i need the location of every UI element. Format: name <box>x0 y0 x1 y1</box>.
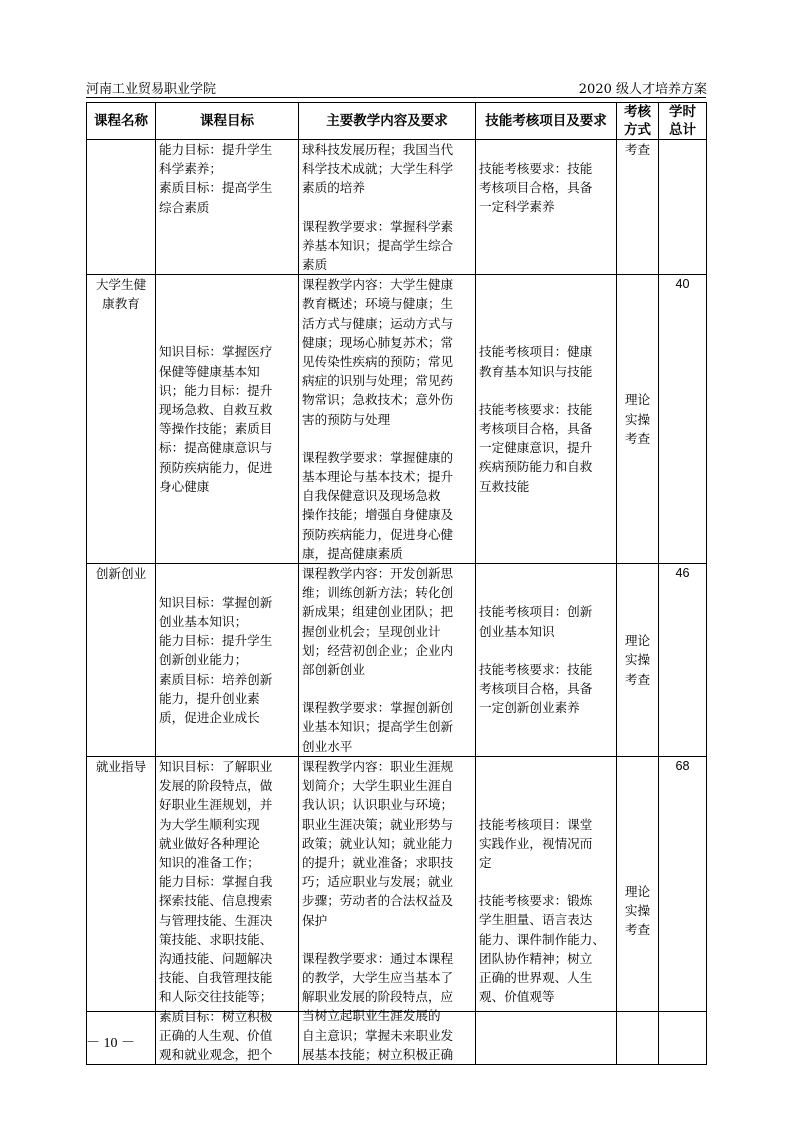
table-row <box>87 140 707 275</box>
hours-cell <box>659 140 707 275</box>
table-header-row <box>87 103 707 140</box>
header-skill: 技能考核项目及要求 <box>476 103 617 140</box>
hours-cell: 68 <box>659 756 707 1064</box>
table-row <box>87 275 707 564</box>
exam-cell: 理论 实操 考查 <box>617 756 659 1064</box>
skill-cell: 技能考核项目：健康 教育基本知识与技能 技能考核要求：技能 考核项目合格，具备 一定健康意识，提升 疾病预防能力和自救 互救技能 <box>476 275 617 564</box>
course-content-cell: 课程教学内容：职业生涯规 划简介；大学生职业生涯自 我认识；认识职业与环境； 职业生涯决策；就业形势与 政策；就业认知；就业能力 的提升；就业准备；求职技 巧；适应职业与发展；就业 步骤；劳动者的合法权益及 保护 课程教学要求：通过本课程 的教学，大学生应当基本了 解职业发展的阶段特点，应 当树立起职业生涯发展的 自主意识；掌握未来职业发 展基本技能；树立积极正确 <box>299 756 476 1064</box>
page-number: － 10 － <box>86 1036 135 1051</box>
course-name-cell <box>87 140 156 275</box>
exam-cell: 理论 实操 考查 <box>617 275 659 564</box>
hours-cell: 40 <box>659 275 707 564</box>
exam-cell: 考查 <box>617 140 659 275</box>
footer-rule <box>86 1011 706 1012</box>
skill-cell: 技能考核项目：创新 创业基本知识 技能考核要求：技能 考核项目合格，具备 一定创新创业素养 <box>476 564 617 757</box>
header-document-title: 2020 级人才培养方案 <box>578 82 707 97</box>
header-course-goal: 课程目标 <box>156 103 299 140</box>
header-course-name: 课程名称 <box>87 103 156 140</box>
table-row <box>87 756 707 1064</box>
course-content-cell: 课程教学内容：开发创新思 维；训练创新方法；转化创 新成果；组建创业团队；把 握创业机会；呈现创业计 划；经营初创企业；企业内 部创新创业 课程教学要求：掌握创新创 业基本知识；提高学生创新 创业水平 <box>299 564 476 757</box>
curriculum-table <box>86 102 707 1065</box>
header-rule <box>86 97 706 98</box>
header-exam: 考核 方式 <box>617 103 659 140</box>
course-goal-cell: 知识目标：掌握创新 创业基本知识； 能力目标：提升学生 创新创业能力； 素质目标：培养创新 能力，提升创业素 质，促进企业成长 <box>156 564 299 757</box>
course-goal-cell: 知识目标：了解职业 发展的阶段特点，做 好职业生涯规划，并 为大学生顺利实现 就业做好各种理论 知识的准备工作； 能力目标：掌握自我 探索技能、信息搜索 与管理技能、生涯决 策技能、求职技能、 沟通技能、问题解决 技能、自我管理技能 和人际交往技能等； 素质目标：树立积极 正确的人生观、价值 观和就业观念，把个 <box>156 756 299 1064</box>
header-content: 主要教学内容及要求 <box>299 103 476 140</box>
hours-cell: 46 <box>659 564 707 757</box>
skill-cell: 技能考核项目：课堂 实践作业，视情况而 定 技能考核要求：锻炼 学生胆量、语言表达 能力、课件制作能力、 团队协作精神；树立 正确的世界观、人生 观、价值观等 <box>476 756 617 1064</box>
course-content-cell: 球科技发展历程；我国当代 科学技术成就；大学生科学 素质的培养 课程教学要求：掌握科学素 养基本知识；提高学生综合 素质 <box>299 140 476 275</box>
course-goal-cell: 知识目标：掌握医疗 保健等健康基本知 识；能力目标：提升 现场急救、自救互救 等操作技能；素质目 标：提高健康意识与 预防疾病能力，促进 身心健康 <box>156 275 299 564</box>
course-name-cell: 就业指导 <box>87 756 156 1064</box>
course-name-cell: 创新创业 <box>87 564 156 757</box>
header-hours: 学时 总计 <box>659 103 707 140</box>
exam-cell: 理论 实操 考查 <box>617 564 659 757</box>
table-row <box>87 564 707 757</box>
course-goal-cell: 能力目标：提升学生 科学素养； 素质目标：提高学生 综合素质 <box>156 140 299 275</box>
header-school-name: 河南工业贸易职业学院 <box>86 82 217 97</box>
course-name-cell: 大学生健 康教育 <box>87 275 156 564</box>
course-content-cell: 课程教学内容：大学生健康 教育概述；环境与健康；生 活方式与健康；运动方式与 健康；现场心肺复苏术；常 见传染性疾病的预防；常见 病症的识别与处理；常见药 物常识；急救技术；意外伤 害的预防与处理 课程教学要求：掌握健康的 基本理论与基本技术；提升 自我保健意识及现场急救 操作技能；增强自身健康及 预防疾病能力，促进身心健 康，提高健康素质 <box>299 275 476 564</box>
skill-cell: 技能考核要求：技能 考核项目合格，具备 一定科学素养 <box>476 140 617 275</box>
